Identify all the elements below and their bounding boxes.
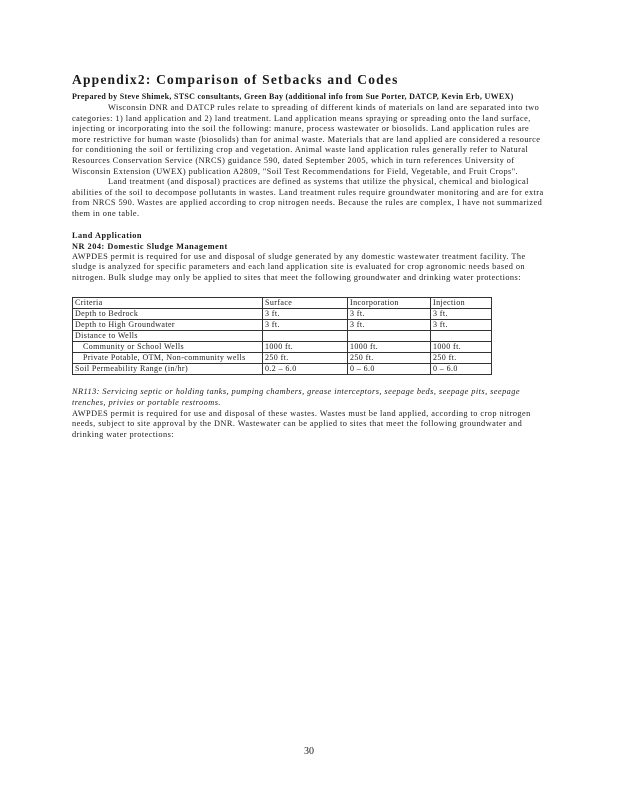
table-cell: 1000 ft. [263,342,348,353]
intro-paragraph: Wisconsin DNR and DATCP rules relate to spreading of different kinds of materials on land are separated into two categories: 1) land application and 2) land treatment. Land application means spraying or spreading onto the land surface, injecting or incorporating into the soil the following: manure, process wastewater or biosolids. Land application rules are more restrictive for human waste (biosolids) than for animal waste. Materials that are land applied are considered a resource for conditioning the soil or fertilizing crop and vegetation. Animal waste land application rules generally refer to Natural Resources Conservation Service (NRCS) guidance 590, dated September 2005, which in turn references University of Wisconsin Extension (UWEX) publication A2809, "Soil Test Recommendations for Field, Vegetable, and Fruit Crops". [72,103,541,176]
table-cell-label: Distance to Wells [73,331,263,342]
table-cell [348,331,431,342]
table-cell [263,331,348,342]
table-cell [431,331,492,342]
table-cell: 0 – 6.0 [431,364,492,375]
table-cell: 250 ft. [263,353,348,364]
table-row [73,320,492,331]
table-header-cell: Incorporation [348,298,431,309]
table-row [73,342,492,353]
prepared-by-line: Prepared by Steve Shimek, STSC consultants, Green Bay (additional info from Sue Porter, DATCP, Kevin Erb, UWEX) [72,92,514,101]
table-cell: 0.2 – 6.0 [263,364,348,375]
table-header-cell: Injection [431,298,492,309]
table-cell: 0 – 6.0 [348,364,431,375]
table-row [73,309,492,320]
table-cell: 3 ft. [348,320,431,331]
page-content [72,72,548,440]
table-row [73,331,492,342]
table-cell-label: Depth to Bedrock [73,309,263,320]
table-cell: 250 ft. [348,353,431,364]
land-treatment-paragraph: Land treatment (and disposal) practices are defined as systems that utilize the physical, chemical and biological abilities of the soil to decompose pollutants in wastes. Land treatment rules require groundwater monitoring and are for extra from NRCS 590. Wastes are applied according to crop nitrogen needs. Because the rules are complex, I have not summarized them in one table. [72,177,544,218]
table-cell-label: Depth to High Groundwater [73,320,263,331]
nr204-paragraph: AWPDES permit is required for use and disposal of sludge generated by any domestic wastewater treatment facility. The sludge is analyzed for specific parameters and each land application site is evaluated for crop agronomic needs based on nitrogen. Bulk sludge may only be applied to sites that meet the following groundwater and drinking water protections: [72,251,526,282]
table-row [73,353,492,364]
table-cell: 3 ft. [431,309,492,320]
table-cell: 3 ft. [348,309,431,320]
table-cell: 3 ft. [431,320,492,331]
nr113-paragraph: AWPDES permit is required for use and disposal of these wastes. Wastes must be land applied, according to crop nitrogen needs, subject to site approval by the DNR. Wastewater can be applied to sites that meet the following groundwater and drinking water protections: [72,408,531,439]
table-cell: 1000 ft. [431,342,492,353]
table-cell-label: Community or School Wells [73,342,263,353]
table-cell: 250 ft. [431,353,492,364]
table-cell-label: Private Potable, OTM, Non-community wells [73,353,263,364]
table-row [73,364,492,375]
table-header-cell: Criteria [73,298,263,309]
table-cell-label: Soil Permeability Range (in/hr) [73,364,263,375]
page-number: 30 [304,746,314,757]
nr204-heading: NR 204: Domestic Sludge Management [72,241,228,251]
table-cell: 3 ft. [263,309,348,320]
table-cell: 3 ft. [263,320,348,331]
table-header-row [73,298,492,309]
table-header-cell: Surface [263,298,348,309]
nr113-heading: NR113: Servicing septic or holding tanks, pumping chambers, grease interceptors, seepage beds, seepage pits, seepage trenches, privies or portable restrooms. [72,387,520,407]
table-cell: 1000 ft. [348,342,431,353]
setback-table [72,297,492,375]
land-application-heading: Land Application [72,230,143,240]
appendix-title: Appendix2: Comparison of Setbacks and Codes [72,72,399,87]
